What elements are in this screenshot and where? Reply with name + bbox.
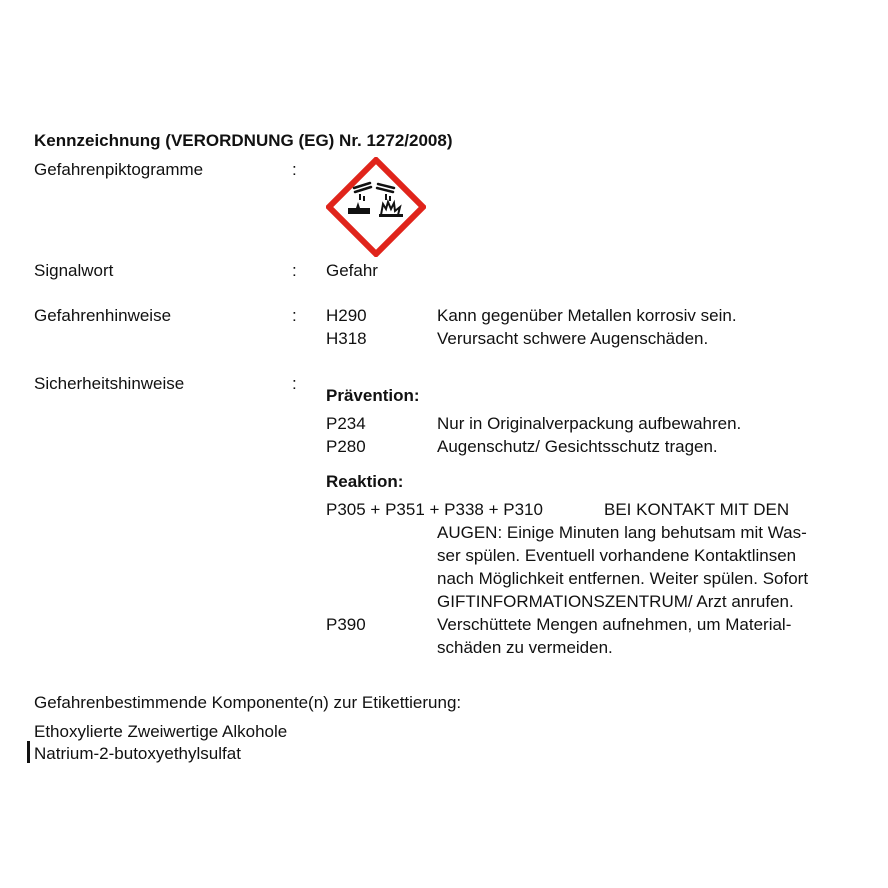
reaction-text-line: ser spülen. Eventuell vorhandene Kontaktlinsen bbox=[437, 546, 797, 565]
hazard-statements-colon: : bbox=[292, 306, 297, 325]
signal-word-label: Signalwort bbox=[34, 261, 114, 280]
reaction-text-line: schäden zu vermeiden. bbox=[437, 638, 613, 657]
component-item: Ethoxylierte Zweiwertige Alkohole bbox=[34, 722, 288, 741]
pictograms-colon: : bbox=[292, 160, 297, 179]
signal-word-value: Gefahr bbox=[326, 261, 378, 280]
reaction-code: P305 + P351 + P338 + P310 bbox=[326, 500, 543, 519]
margin-edge-mark bbox=[27, 741, 30, 763]
prevention-heading: Prävention: bbox=[326, 386, 420, 405]
hazard-text: Kann gegenüber Metallen korrosiv sein. bbox=[437, 306, 737, 325]
hazard-text: Verursacht schwere Augenschäden. bbox=[437, 329, 709, 348]
prevention-text: Nur in Originalverpackung aufbewahren. bbox=[437, 414, 742, 433]
hazard-statements-label: Gefahrenhinweise bbox=[34, 306, 172, 325]
components-label: Gefahrenbestimmende Komponente(n) zur Etikettierung: bbox=[34, 693, 462, 712]
prevention-code: P280 bbox=[326, 437, 366, 456]
reaction-text-line: Verschüttete Mengen aufnehmen, um Material- bbox=[437, 615, 792, 634]
prevention-text: Augenschutz/ Gesichtsschutz tragen. bbox=[437, 437, 718, 456]
hazard-code: H318 bbox=[326, 329, 367, 348]
precautionary-statements-label: Sicherheitshinweise bbox=[34, 374, 185, 393]
section-heading: Kennzeichnung (VERORDNUNG (EG) Nr. 1272/2008) bbox=[34, 131, 453, 150]
reaction-text-line: GIFTINFORMATIONSZENTRUM/ Arzt anrufen. bbox=[437, 592, 794, 611]
precautionary-statements-colon: : bbox=[292, 374, 297, 393]
pictograms-label: Gefahrenpiktogramme bbox=[34, 160, 204, 179]
reaction-text-line: nach Möglichkeit entfernen. Weiter spülen. Sofort bbox=[437, 569, 809, 588]
reaction-code: P390 bbox=[326, 615, 366, 634]
reaction-text-line: AUGEN: Einige Minuten lang behutsam mit Was- bbox=[437, 523, 807, 542]
hazard-code: H290 bbox=[326, 306, 367, 325]
signal-word-colon: : bbox=[292, 261, 297, 280]
prevention-code: P234 bbox=[326, 414, 366, 433]
reaction-text-line: BEI KONTAKT MIT DEN bbox=[604, 500, 790, 519]
corrosion-icon bbox=[326, 157, 426, 257]
reaction-heading: Reaktion: bbox=[326, 472, 404, 491]
component-item: Natrium-2-butoxyethylsulfat bbox=[34, 744, 241, 763]
